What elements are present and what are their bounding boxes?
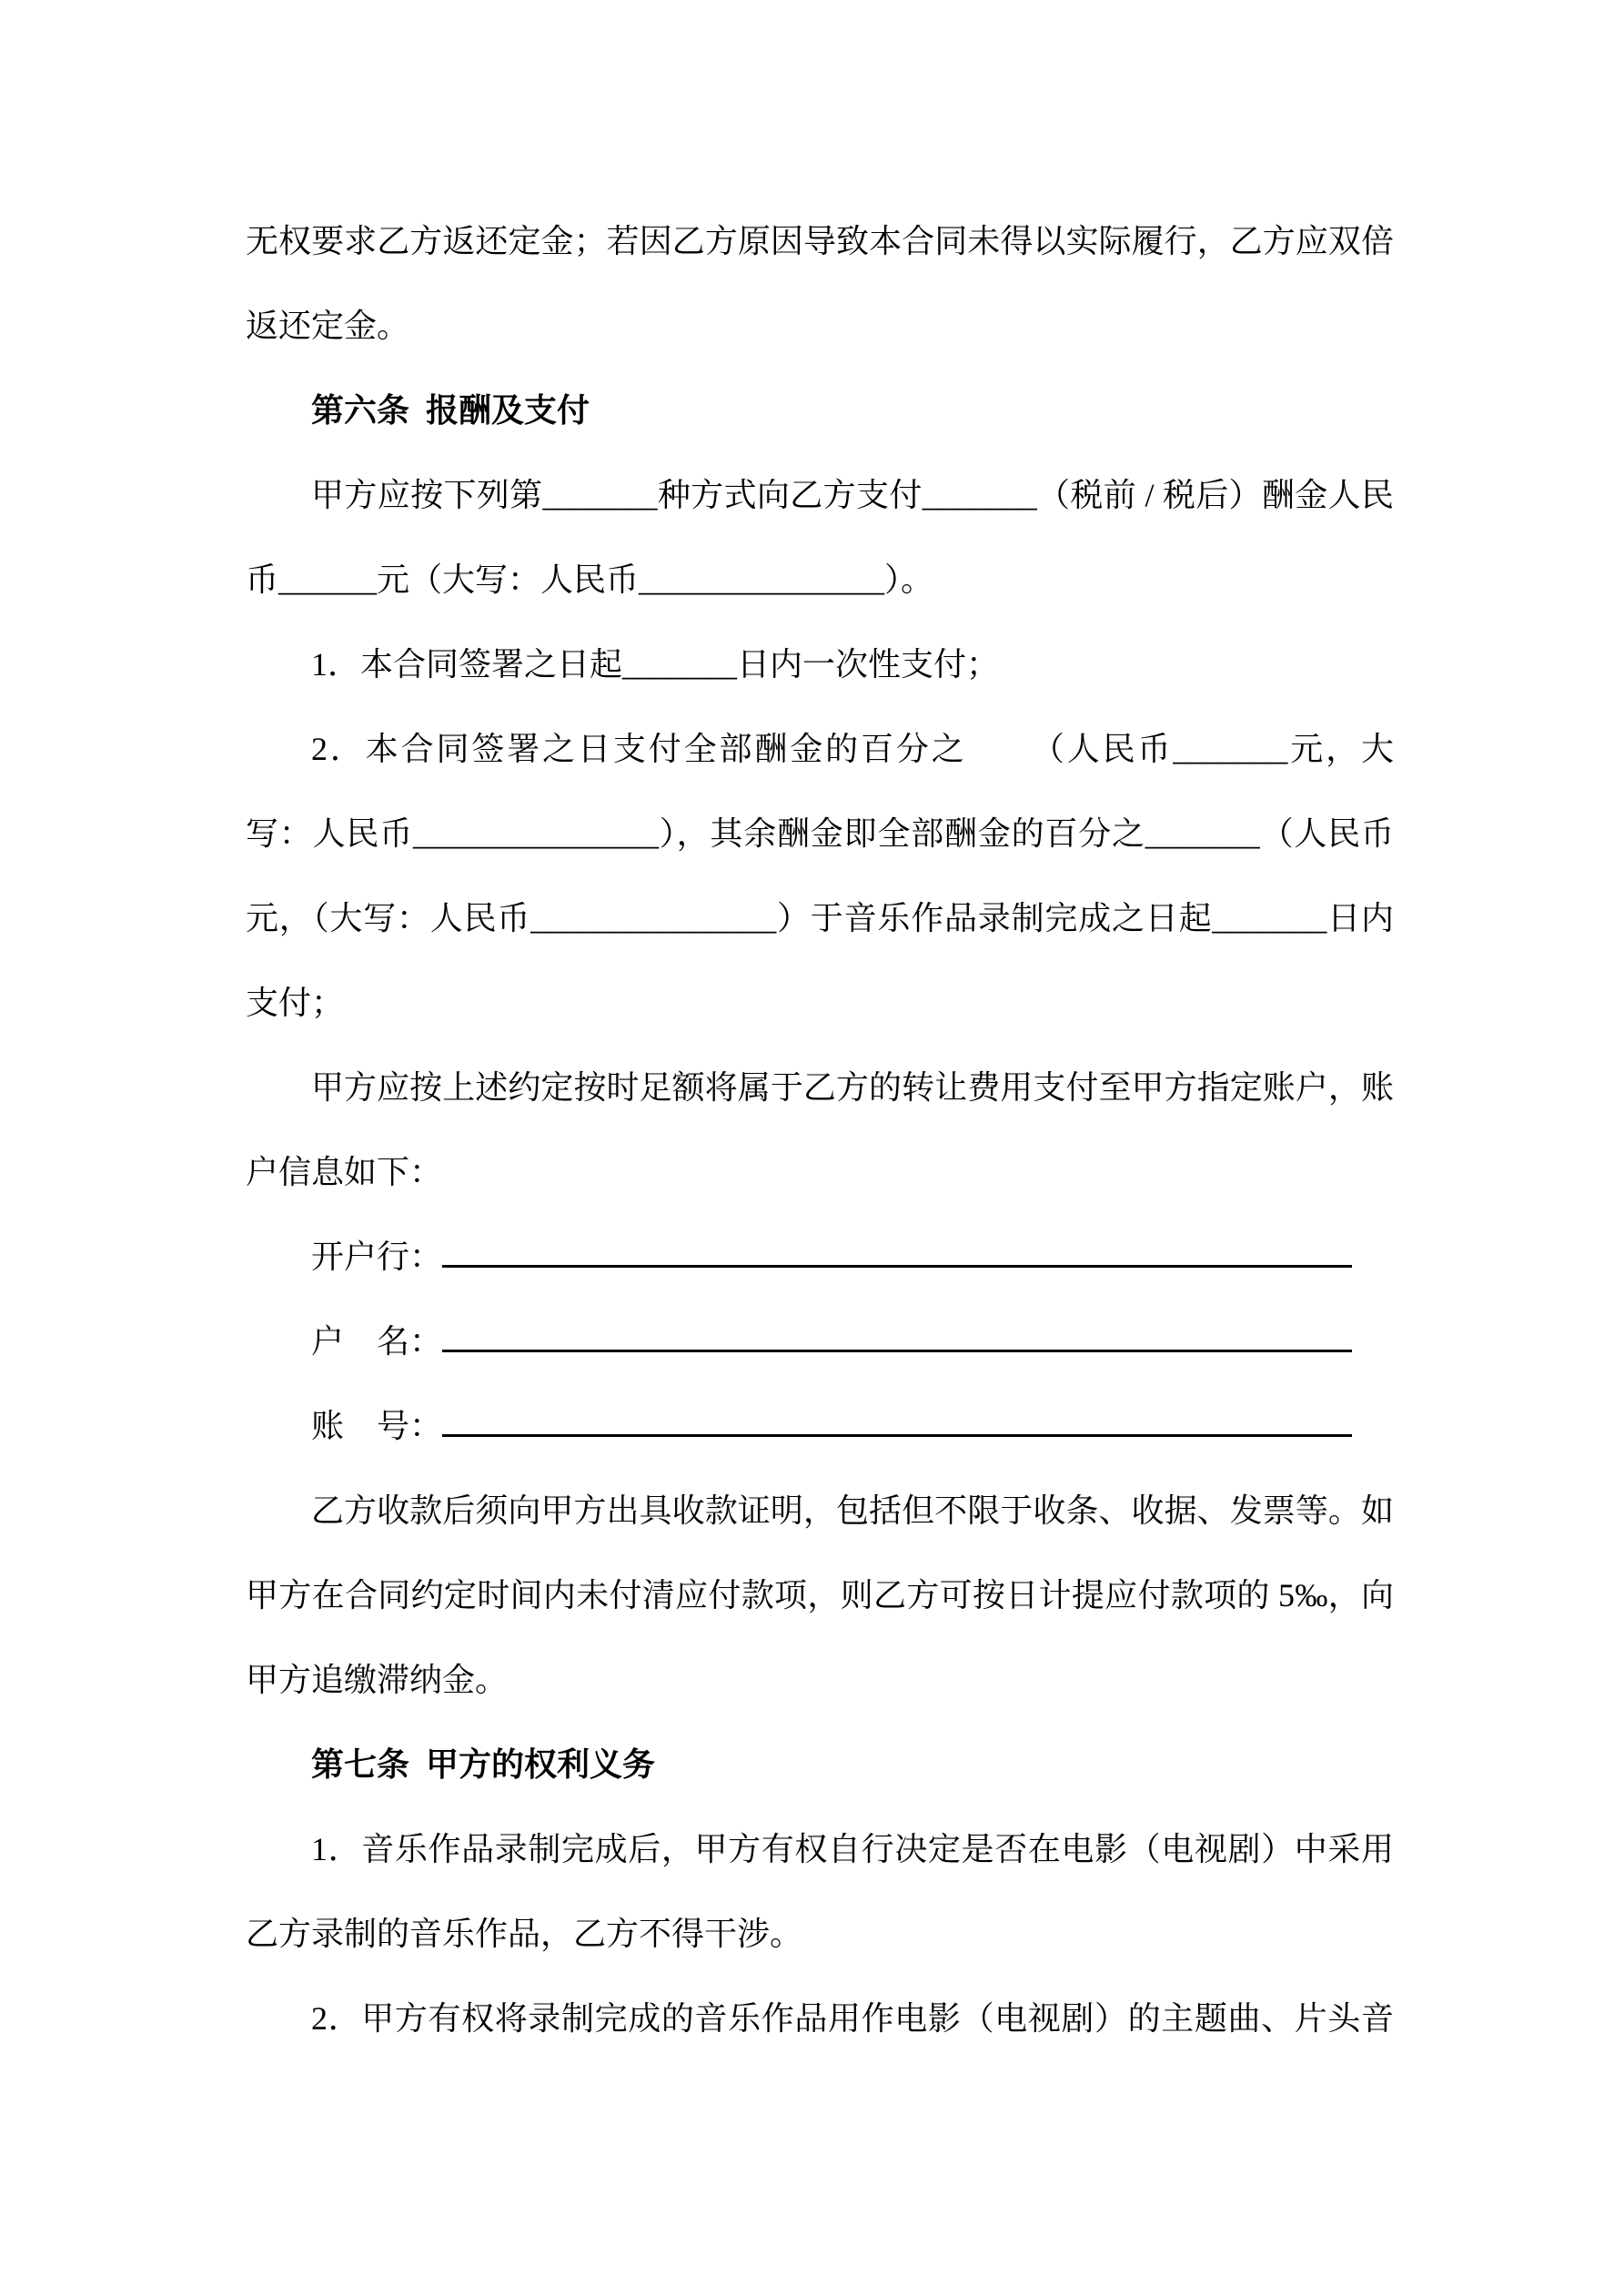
field-label: 开户行： xyxy=(311,1239,443,1275)
text-line: 无权要求乙方返还定金；若因乙方原因导致本合同未得以实际履行，乙方应双倍 xyxy=(246,223,1394,259)
text-line: 甲方应按下列第_______种方式向乙方支付_______（税前 / 税后）酬金人民 xyxy=(311,477,1394,513)
text-line: 甲方在合同约定时间内未付清应付款项，则乙方可按日计提应付款项的 5‰，向 xyxy=(246,1577,1394,1613)
text-line: 乙方录制的音乐作品，乙方不得干涉。 xyxy=(246,1916,803,1952)
text-line: 甲方追缴滞纳金。 xyxy=(246,1662,509,1698)
document-body xyxy=(246,199,1394,2061)
blank-underline xyxy=(442,1322,1352,1352)
bank-account-line xyxy=(246,1300,1394,1384)
bank-account-line xyxy=(246,1384,1394,1469)
text-line: 币______元（大写：人民币_______________）。 xyxy=(246,561,934,598)
bank-account-line xyxy=(246,1215,1394,1300)
text-line: 2．本合同签署之日支付全部酬金的百分之 （人民币_______元，大 xyxy=(311,731,1394,767)
text-line: 甲方应按上述约定按时足额将属于乙方的转让费用支付至甲方指定账户，账 xyxy=(311,1069,1394,1106)
field-label: 户 名： xyxy=(311,1323,443,1360)
text-line: 1．音乐作品录制完成后，甲方有权自行决定是否在电影（电视剧）中采用 xyxy=(311,1831,1394,1867)
text-line: 写：人民币_______________），其余酬金即全部酬金的百分之_______（人民币 xyxy=(246,815,1394,852)
text-line: 支付； xyxy=(246,985,345,1021)
text-line: 2．甲方有权将录制完成的音乐作品用作电影（电视剧）的主题曲、片头音 xyxy=(311,2000,1394,2037)
text-line: 元，（大写：人民币_______________）于音乐作品录制完成之日起_______日内 xyxy=(246,900,1394,936)
blank-underline xyxy=(442,1407,1352,1437)
text-line: 返还定金。 xyxy=(246,308,410,344)
text-line: 乙方收款后须向甲方出具收款证明，包括但不限于收条、收据、发票等。如 xyxy=(311,1492,1394,1529)
field-label: 账 号： xyxy=(311,1408,443,1444)
text-line: 户信息如下： xyxy=(246,1154,443,1190)
blank-underline xyxy=(442,1238,1352,1268)
section-heading: 第六条 报酬及支付 xyxy=(311,392,590,429)
text-line: 1．本合同签署之日起_______日内一次性支付； xyxy=(311,646,1000,683)
section-heading: 第七条 甲方的权利义务 xyxy=(311,1746,656,1783)
